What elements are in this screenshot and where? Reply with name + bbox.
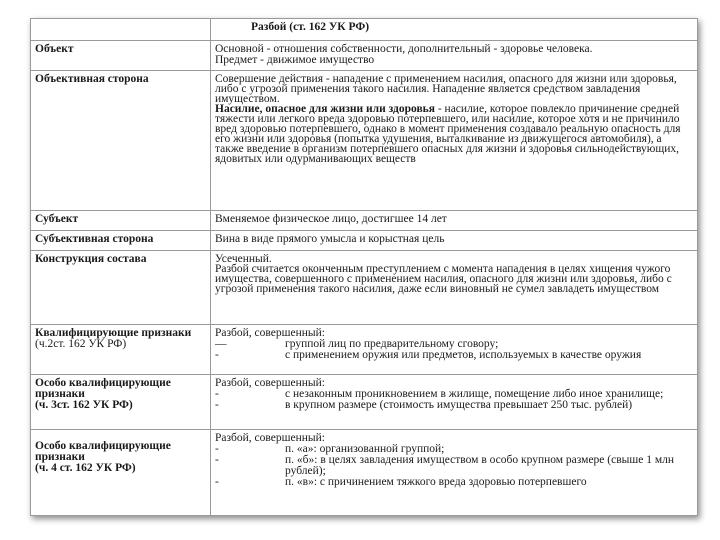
- qualifying-title: Квалифицирующие признаки: [35, 327, 192, 339]
- bullet-mark: -: [215, 399, 219, 411]
- label-objective-side: Объективная сторона: [31, 71, 211, 211]
- label-object: Объект: [31, 41, 211, 71]
- bullet-text: п. «в»: с причинением тяжкого вреда здоровью потерпевшего: [285, 476, 587, 488]
- especially4-item: [215, 477, 693, 488]
- violence-definition: - насилие, которое повлекло причинение средней тяжести или легкого вреда здоровью потерпевшего, или насилие, которое хотя и не причинило вред здоровью потерпевшего, однако в момент применения создавало реальную опасность для его жизни или здоровья (попытка удушения, выталкивание из движущегося автомобиля), а также введение в организм потерпевшего опасных для жизни и здоровья сильнодействующих, ядовитых или одурманивающих веществ: [215, 103, 681, 165]
- robbery-table: [30, 18, 698, 516]
- label-subjective-side: Субъективная сторона: [31, 231, 211, 251]
- table-title: Разбой (ст. 162 УК РФ): [211, 19, 698, 41]
- especially4-intro: Разбой, совершенный:: [215, 432, 325, 444]
- bullet-text: п. «б»: в целях завладения имуществом в особо крупном размере (свыше 1 млн рублей);: [285, 454, 674, 477]
- label-construction: Конструкция состава: [31, 251, 211, 325]
- bullet-mark: -: [215, 454, 219, 466]
- bullet-text: с незаконным проникновением в жилище, помещение либо иное хранилище;: [285, 388, 664, 400]
- empty-header-cell: [31, 19, 211, 41]
- especially3-intro: Разбой, совершенный:: [215, 377, 325, 389]
- bullet-text: п. «а»: организованной группой;: [285, 443, 445, 455]
- violence-term: Насилие, опасное для жизни или здоровья: [215, 103, 435, 115]
- bullet-text: в крупном размере (стоимость имущества превышает 250 тыс. рублей): [285, 399, 633, 411]
- qualifying-cell: [211, 325, 698, 375]
- objective-side-cell: [211, 71, 698, 211]
- bullet-mark: -: [215, 476, 219, 488]
- bullet-mark: —: [215, 338, 227, 350]
- bullet-mark: -: [215, 349, 219, 361]
- especially4-title: Особо квалифицирующие признаки: [35, 440, 171, 463]
- especially3-item: [215, 400, 693, 411]
- bullet-text: с применением оружия или предметов, используемых в качестве оружия: [285, 349, 642, 361]
- label-subject: Субъект: [31, 211, 211, 231]
- especially4-ref: (ч. 4 ст. 162 УК РФ): [35, 462, 136, 474]
- object-line-1: Основной - отношения собственности, дополнительный - здоровье человека.: [215, 43, 593, 55]
- construction-line-2: Разбой считается оконченным преступлением с момента нападения в целях хищения чужого имущества, совершенного с применением насилия, опасного для жизни или здоровья, либо с угрозой применения такого насилия, даже если виновный не сумел завладеть имуществом: [215, 263, 672, 295]
- objective-paragraph-1: Совершение действия - нападение с применением насилия, опасного для жизни или здоровья, либо с угрозой применения такого насилия. Нападение является средством завладения имуществом.: [215, 73, 677, 105]
- especially3-title: Особо квалифицирующие признаки: [35, 377, 171, 400]
- qualifying-intro: Разбой, совершенный:: [215, 327, 325, 339]
- qualifying-ref: (ч.2ст. 162 УК РФ): [35, 338, 127, 350]
- construction-line-1: Усеченный.: [215, 253, 272, 265]
- label-qualifying: [31, 325, 211, 375]
- label-especially-part4: [31, 430, 211, 516]
- qualifying-item: [215, 350, 693, 361]
- construction-cell: [211, 251, 698, 325]
- bullet-mark: -: [215, 388, 219, 400]
- especially4-cell: [211, 430, 698, 516]
- subject-cell: Вменяемое физическое лицо, достигшее 14 лет: [211, 211, 698, 231]
- object-cell: [211, 41, 698, 71]
- label-especially-part3: [31, 375, 211, 430]
- especially3-ref: (ч. 3ст. 162 УК РФ): [35, 399, 133, 411]
- especially3-cell: [211, 375, 698, 430]
- subjective-side-cell: Вина в виде прямого умысла и корыстная цель: [211, 231, 698, 251]
- bullet-mark: -: [215, 443, 219, 455]
- objective-paragraph-2: [215, 104, 693, 164]
- object-line-2: Предмет - движимое имущество: [215, 54, 375, 66]
- bullet-text: группой лиц по предварительному сговору;: [285, 338, 499, 350]
- especially4-item: [215, 455, 693, 477]
